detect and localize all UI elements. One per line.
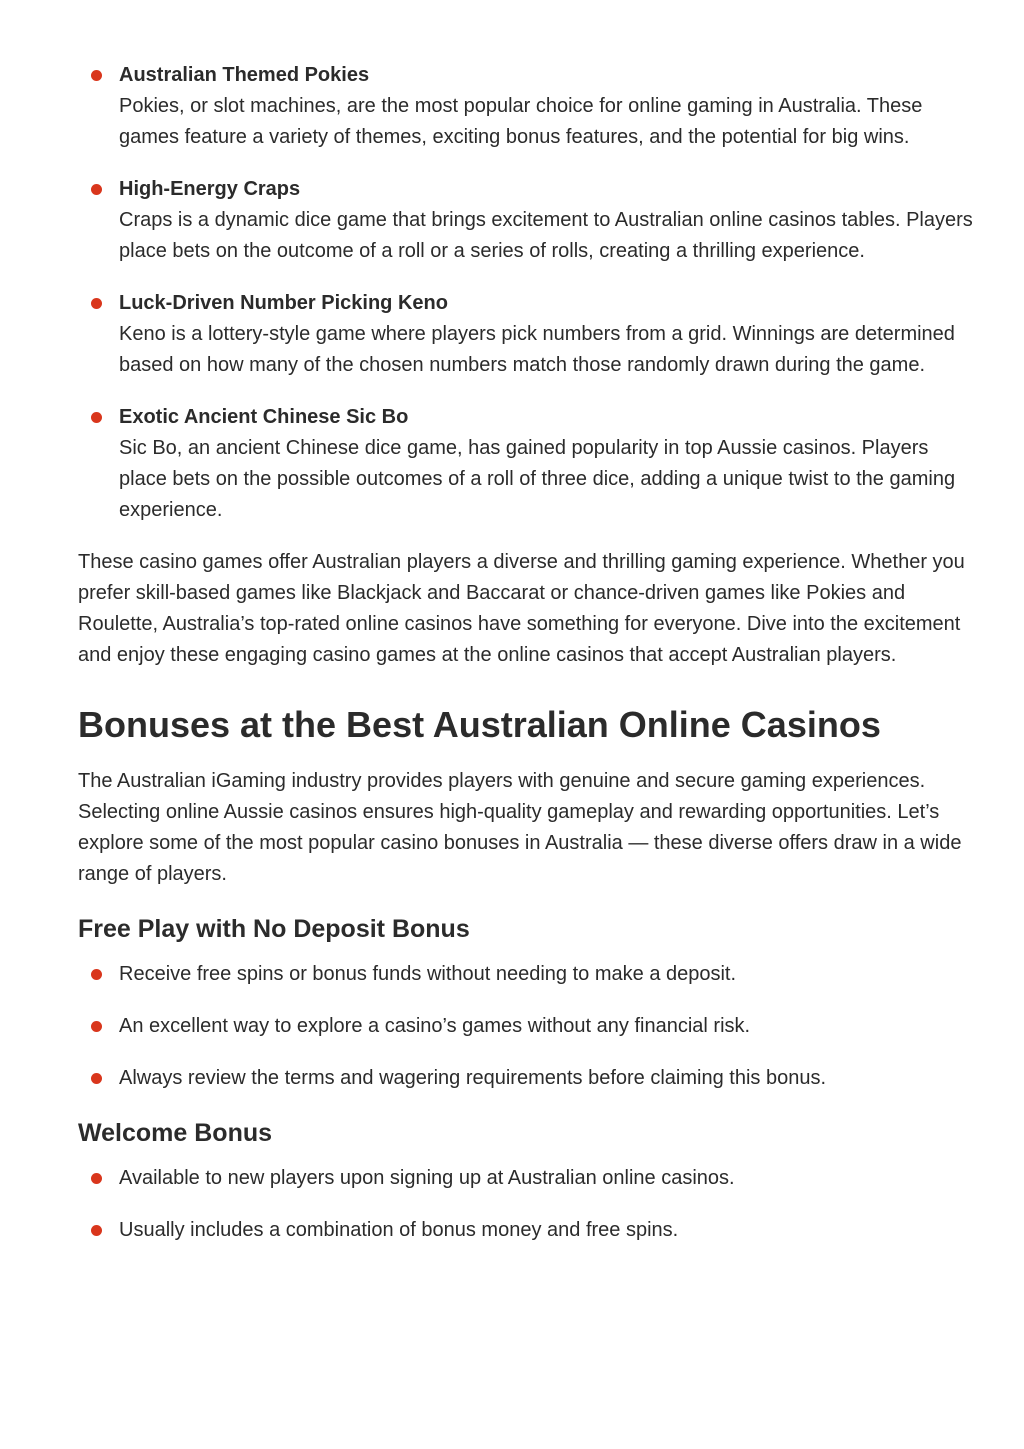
bullet-dot-icon bbox=[91, 1173, 102, 1184]
bullet-dot-icon bbox=[91, 184, 102, 195]
list-item bbox=[78, 1063, 978, 1094]
list-item bbox=[78, 1163, 978, 1194]
bullet-dot-icon bbox=[91, 70, 102, 81]
no-deposit-list bbox=[78, 959, 978, 1094]
bonuses-intro-paragraph: The Australian iGaming industry provides players with genuine and secure gaming experiences. Selecting online Aussie casinos ensures high-quality gameplay and rewarding opportunities. Let’s explore some of the most popular casino bonuses in Australia — these diverse offers draw in a wide range of players. bbox=[78, 770, 962, 885]
list-item bbox=[78, 959, 978, 990]
item-title: High-Energy Craps bbox=[119, 178, 301, 200]
bullet-dot-icon bbox=[91, 1021, 102, 1032]
games-summary-paragraph: These casino games offer Australian players a diverse and thrilling gaming experience. Whether you prefer skill-based games like Blackjack and Baccarat or chance-driven games like Pokies and Roulette, Australia’s top-rated online casinos have something for everyone. Dive into the excitement and enjoy these engaging casino games at the online casinos that accept Australian players. bbox=[78, 551, 965, 666]
item-title: Luck-Driven Number Picking Keno bbox=[119, 292, 448, 314]
list-item bbox=[78, 288, 978, 381]
list-item-text: Available to new players upon signing up at Australian online casinos. bbox=[119, 1167, 735, 1189]
list-item-text: An excellent way to explore a casino’s games without any financial risk. bbox=[119, 1015, 751, 1037]
list-item-text: Receive free spins or bonus funds without needing to make a deposit. bbox=[119, 963, 737, 985]
item-title: Exotic Ancient Chinese Sic Bo bbox=[119, 406, 409, 428]
item-description: Craps is a dynamic dice game that brings excitement to Australian online casinos tables. Players place bets on the outcome of a roll or a series of rolls, creating a thrilling experience. bbox=[119, 209, 973, 262]
item-description: Keno is a lottery-style game where players pick numbers from a grid. Winnings are determined based on how many of the chosen numbers match those randomly drawn during the game. bbox=[119, 323, 955, 376]
list-item bbox=[78, 60, 978, 153]
welcome-bonus-list bbox=[78, 1163, 978, 1246]
bullet-dot-icon bbox=[91, 1225, 102, 1236]
item-title: Australian Themed Pokies bbox=[119, 64, 370, 86]
bonuses-heading: Bonuses at the Best Australian Online Casinos bbox=[78, 704, 881, 745]
no-deposit-heading: Free Play with No Deposit Bonus bbox=[78, 915, 470, 943]
bullet-dot-icon bbox=[91, 969, 102, 980]
games-list bbox=[78, 60, 978, 526]
list-item bbox=[78, 1215, 978, 1246]
list-item-text: Usually includes a combination of bonus money and free spins. bbox=[119, 1219, 679, 1241]
bullet-dot-icon bbox=[91, 298, 102, 309]
item-description: Pokies, or slot machines, are the most popular choice for online gaming in Australia. These games feature a variety of themes, exciting bonus features, and the potential for big wins. bbox=[119, 95, 923, 148]
list-item bbox=[78, 1011, 978, 1042]
list-item bbox=[78, 174, 978, 267]
bullet-dot-icon bbox=[91, 412, 102, 423]
list-item bbox=[78, 402, 978, 526]
list-item-text: Always review the terms and wagering requirements before claiming this bonus. bbox=[119, 1067, 827, 1089]
bullet-dot-icon bbox=[91, 1073, 102, 1084]
welcome-bonus-heading: Welcome Bonus bbox=[78, 1119, 273, 1147]
item-description: Sic Bo, an ancient Chinese dice game, has gained popularity in top Aussie casinos. Players place bets on the possible outcomes of a roll of three dice, adding a unique twist to the gaming experience. bbox=[119, 437, 956, 521]
